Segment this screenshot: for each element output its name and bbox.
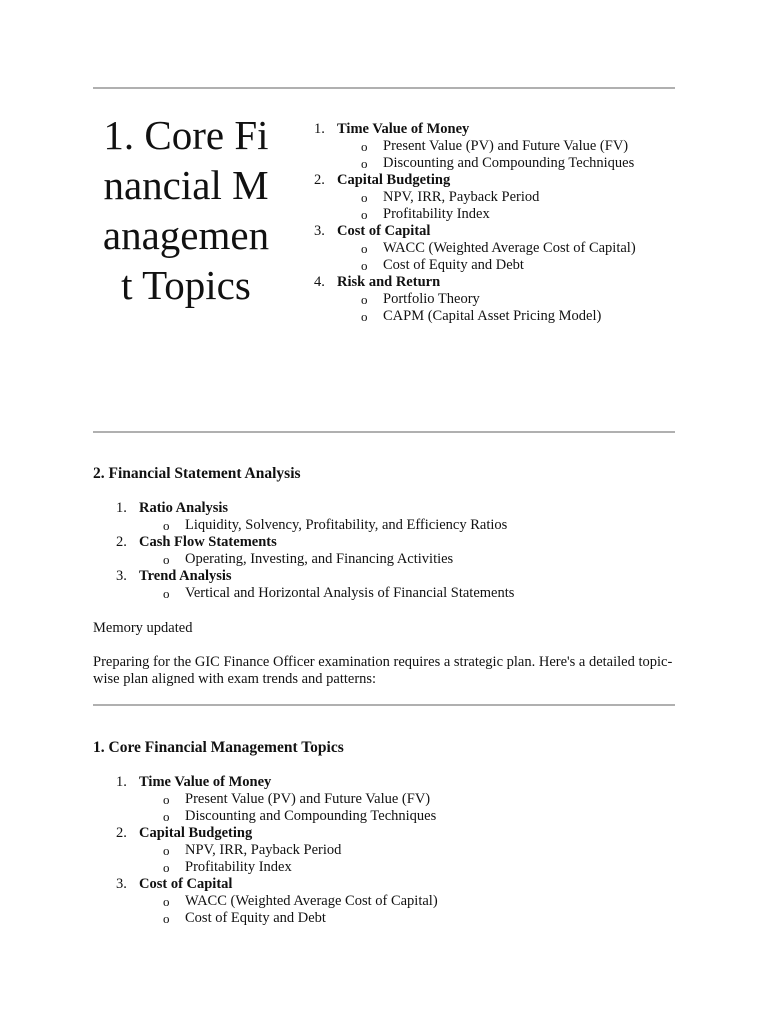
- topic-number: 4.: [314, 274, 325, 290]
- subtopic-text: Present Value (PV) and Future Value (FV): [383, 138, 629, 154]
- subtopic-item: [337, 138, 674, 155]
- topic-title: Cost of Capital: [337, 223, 431, 239]
- subtopic-list: [139, 842, 676, 876]
- topic-number: 2.: [116, 825, 127, 841]
- bullet-icon: o: [163, 843, 170, 858]
- subtopic-list: [337, 138, 674, 172]
- topic-number: 1.: [116, 500, 127, 516]
- subtopic-text: Cost of Equity and Debt: [383, 257, 524, 273]
- topic-item: [116, 825, 676, 876]
- subtopic-list: [139, 791, 676, 825]
- topic-item: [314, 274, 674, 325]
- topic-item: [116, 500, 676, 534]
- subtopic-list: [337, 189, 674, 223]
- topic-title: Time Value of Money: [337, 121, 470, 137]
- subtopic-item: [139, 859, 676, 876]
- topic-number: 1.: [116, 774, 127, 790]
- horizontal-rule-lower: [93, 704, 675, 706]
- bullet-icon: o: [163, 894, 170, 909]
- topic-item: [314, 121, 674, 172]
- topic-list-core-financial-management-repeat: [116, 774, 676, 927]
- subtopic-text: WACC (Weighted Average Cost of Capital): [185, 893, 438, 909]
- topic-number: 3.: [116, 568, 127, 584]
- subtopic-item: [139, 585, 676, 602]
- subtopic-text: Profitability Index: [383, 206, 490, 222]
- subtopic-item: [139, 791, 676, 808]
- subtopic-item: [337, 155, 674, 172]
- topic-number: 3.: [116, 876, 127, 892]
- bullet-icon: o: [361, 309, 368, 324]
- subtopic-text: Vertical and Horizontal Analysis of Financial Statements: [185, 585, 515, 601]
- topic-title: Risk and Return: [337, 274, 441, 290]
- subtopic-list: [337, 240, 674, 274]
- topic-item: [116, 534, 676, 568]
- bullet-icon: o: [361, 241, 368, 256]
- topic-item: [116, 876, 676, 927]
- subtopic-item: [139, 893, 676, 910]
- horizontal-rule-middle: [93, 431, 675, 433]
- topic-list-core-financial-management: [314, 121, 674, 325]
- subtopic-text: Present Value (PV) and Future Value (FV): [185, 791, 431, 807]
- subtopic-text: Liquidity, Solvency, Profitability, and Efficiency Ratios: [185, 517, 508, 533]
- bullet-icon: o: [361, 139, 368, 154]
- subtopic-list: [139, 551, 676, 568]
- bullet-icon: o: [361, 258, 368, 273]
- topic-list-financial-statement-analysis: [116, 500, 676, 602]
- subtopic-text: Operating, Investing, and Financing Activities: [185, 551, 454, 567]
- memory-updated-note: Memory updated: [93, 620, 193, 636]
- subtopic-text: Cost of Equity and Debt: [185, 910, 326, 926]
- subtopic-item: [139, 551, 676, 568]
- bullet-icon: o: [163, 518, 170, 533]
- subtopic-item: [337, 257, 674, 274]
- large-section-title: 1. Core Financial Management Topics: [102, 112, 270, 308]
- subtopic-text: NPV, IRR, Payback Period: [383, 189, 540, 205]
- section-heading-financial-statement-analysis: 2. Financial Statement Analysis: [93, 465, 301, 482]
- subtopic-text: Profitability Index: [185, 859, 292, 875]
- bullet-icon: o: [163, 552, 170, 567]
- subtopic-item: [139, 842, 676, 859]
- subtopic-text: Discounting and Compounding Techniques: [185, 808, 437, 824]
- topic-item: [116, 568, 676, 602]
- topic-title: Cost of Capital: [139, 876, 233, 892]
- bullet-icon: o: [163, 792, 170, 807]
- subtopic-text: CAPM (Capital Asset Pricing Model): [383, 308, 602, 324]
- subtopic-text: WACC (Weighted Average Cost of Capital): [383, 240, 636, 256]
- section-heading-core-financial-management: 1. Core Financial Management Topics: [93, 739, 344, 756]
- bullet-icon: o: [361, 292, 368, 307]
- subtopic-item: [337, 308, 674, 325]
- topic-title: Ratio Analysis: [139, 500, 229, 516]
- topic-title: Trend Analysis: [139, 568, 232, 584]
- subtopic-text: Portfolio Theory: [383, 291, 480, 307]
- topic-number: 3.: [314, 223, 325, 239]
- topic-number: 1.: [314, 121, 325, 137]
- subtopic-text: Discounting and Compounding Techniques: [383, 155, 635, 171]
- subtopic-list: [139, 893, 676, 927]
- subtopic-item: [337, 291, 674, 308]
- topic-title: Cash Flow Statements: [139, 534, 277, 550]
- bullet-icon: o: [361, 190, 368, 205]
- subtopic-item: [337, 189, 674, 206]
- topic-number: 2.: [314, 172, 325, 188]
- subtopic-list: [337, 291, 674, 325]
- subtopic-item: [139, 808, 676, 825]
- bullet-icon: o: [163, 911, 170, 926]
- subtopic-item: [337, 206, 674, 223]
- subtopic-text: NPV, IRR, Payback Period: [185, 842, 342, 858]
- bullet-icon: o: [361, 207, 368, 222]
- subtopic-item: [337, 240, 674, 257]
- topic-title: Capital Budgeting: [139, 825, 253, 841]
- subtopic-item: [139, 910, 676, 927]
- horizontal-rule-top: [93, 87, 675, 89]
- subtopic-list: [139, 585, 676, 602]
- topic-item: [314, 172, 674, 223]
- topic-number: 2.: [116, 534, 127, 550]
- topic-item: [116, 774, 676, 825]
- bullet-icon: o: [163, 809, 170, 824]
- bullet-icon: o: [163, 586, 170, 601]
- bullet-icon: o: [361, 156, 368, 171]
- subtopic-list: [139, 517, 676, 534]
- topic-title: Capital Budgeting: [337, 172, 451, 188]
- topic-title: Time Value of Money: [139, 774, 272, 790]
- subtopic-item: [139, 517, 676, 534]
- bullet-icon: o: [163, 860, 170, 875]
- intro-paragraph: Preparing for the GIC Finance Officer examination requires a strategic plan. Here's a detailed topic-wise plan aligned with exam trends and patterns:: [93, 654, 673, 687]
- topic-item: [314, 223, 674, 274]
